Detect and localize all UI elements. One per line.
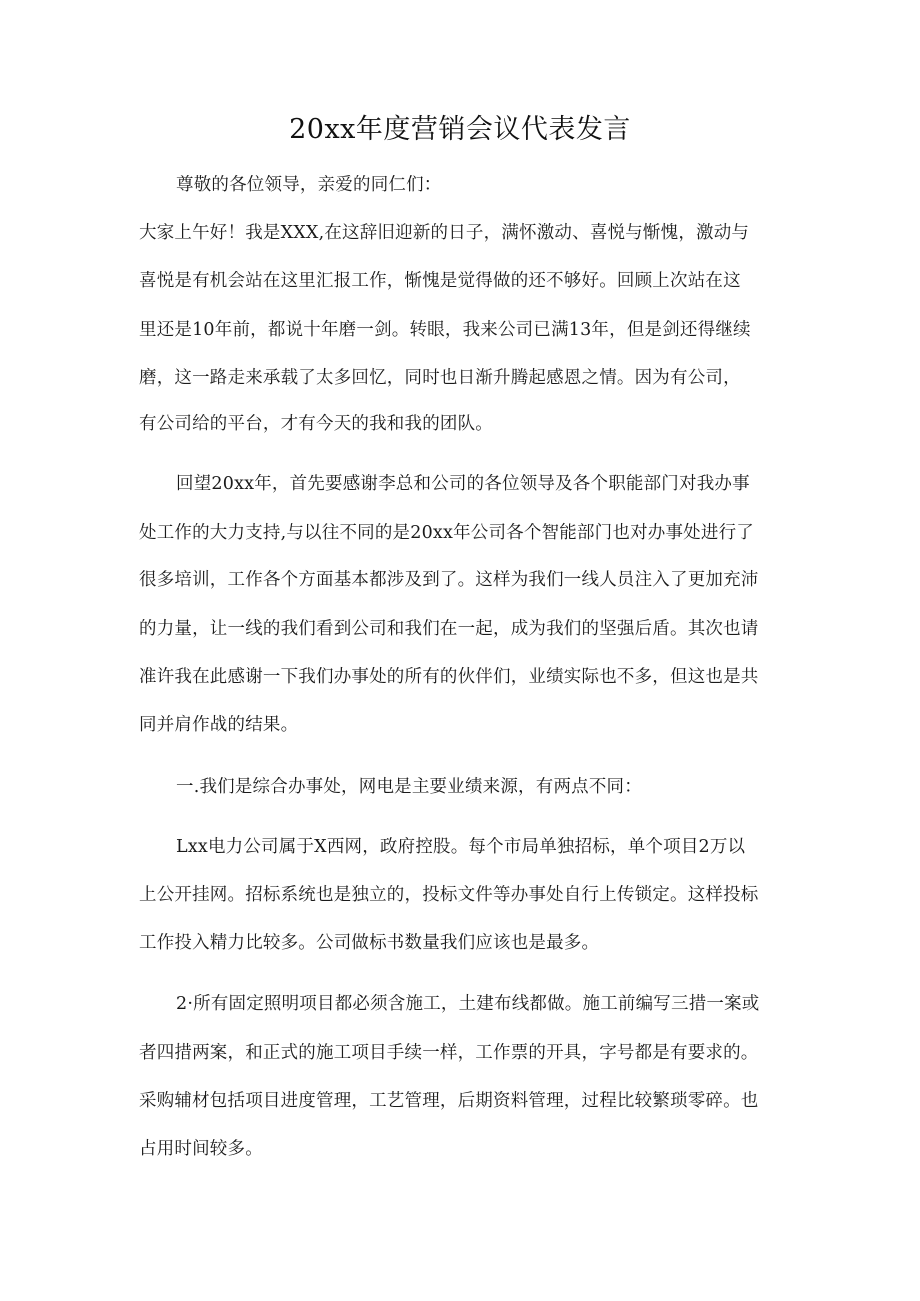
paragraph-1-line-3: 里还是10年前，都说十年磨一剑。转眼，我来公司已满13年，但是剑还得继续 xyxy=(139,320,751,340)
paragraph-2-line-5: 准许我在此感谢一下我们办事处的所有的伙伴们，业绩实际也不多，但这也是共 xyxy=(139,667,759,687)
paragraph-2-line-1: 回望20xx年，首先要感谢李总和公司的各位领导及各个职能部门对我办事 xyxy=(176,474,750,494)
salutation: 尊敬的各位领导，亲爱的同仁们： xyxy=(176,175,442,195)
paragraph-2-line-2: 处工作的大力支持,与以往不同的是20xx年公司各个智能部门也对办事处进行了 xyxy=(139,523,754,543)
paragraph-4-line-3: 采购辅材包括项目进度管理，工艺管理，后期资料管理，过程比较繁琐零碎。也 xyxy=(139,1091,759,1111)
paragraph-3-line-3: 工作投入精力比较多。公司做标书数量我们应该也是最多。 xyxy=(139,933,600,953)
paragraph-2-line-3: 很多培训，工作各个方面基本都涉及到了。这样为我们一线人员注入了更加充沛 xyxy=(139,570,759,590)
paragraph-4-line-1: 2·所有固定照明项目都必须含施工，土建布线都做。施工前编写三措一案或 xyxy=(176,994,760,1014)
paragraph-4-line-2: 者四措两案，和正式的施工项目手续一样，工作票的开具，字号都是有要求的。 xyxy=(139,1043,759,1063)
paragraph-1-line-2: 喜悦是有机会站在这里汇报工作，惭愧是觉得做的还不够好。回顾上次站在这 xyxy=(139,271,741,291)
section-heading-1: 一.我们是综合办事处，网电是主要业绩来源，有两点不同： xyxy=(176,777,642,797)
paragraph-1-line-4: 磨，这一路走来承载了太多回忆，同时也日渐升腾起感恩之情。因为有公司， xyxy=(139,368,741,388)
paragraph-1-line-1: 大家上午好！我是XXX,在这辞旧迎新的日子，满怀激动、喜悦与惭愧，激动与 xyxy=(139,223,750,243)
paragraph-3-line-2: 上公开挂网。招标系统也是独立的，投标文件等办事处自行上传锁定。这样投标 xyxy=(139,885,759,905)
paragraph-3-line-1: Lxx电力公司属于X西网，政府控股。每个市局单独招标，单个项目2万以 xyxy=(176,837,746,857)
paragraph-4-line-4: 占用时间较多。 xyxy=(139,1139,263,1159)
paragraph-2-line-4: 的力量，让一线的我们看到公司和我们在一起，成为我们的坚强后盾。其次也请 xyxy=(139,619,759,639)
paragraph-1-line-5: 有公司给的平台，才有今天的我和我的团队。 xyxy=(139,414,493,434)
document-title: 20xx年度营销会议代表发言 xyxy=(289,114,631,145)
paragraph-2-line-6: 同并肩作战的结果。 xyxy=(139,715,299,735)
